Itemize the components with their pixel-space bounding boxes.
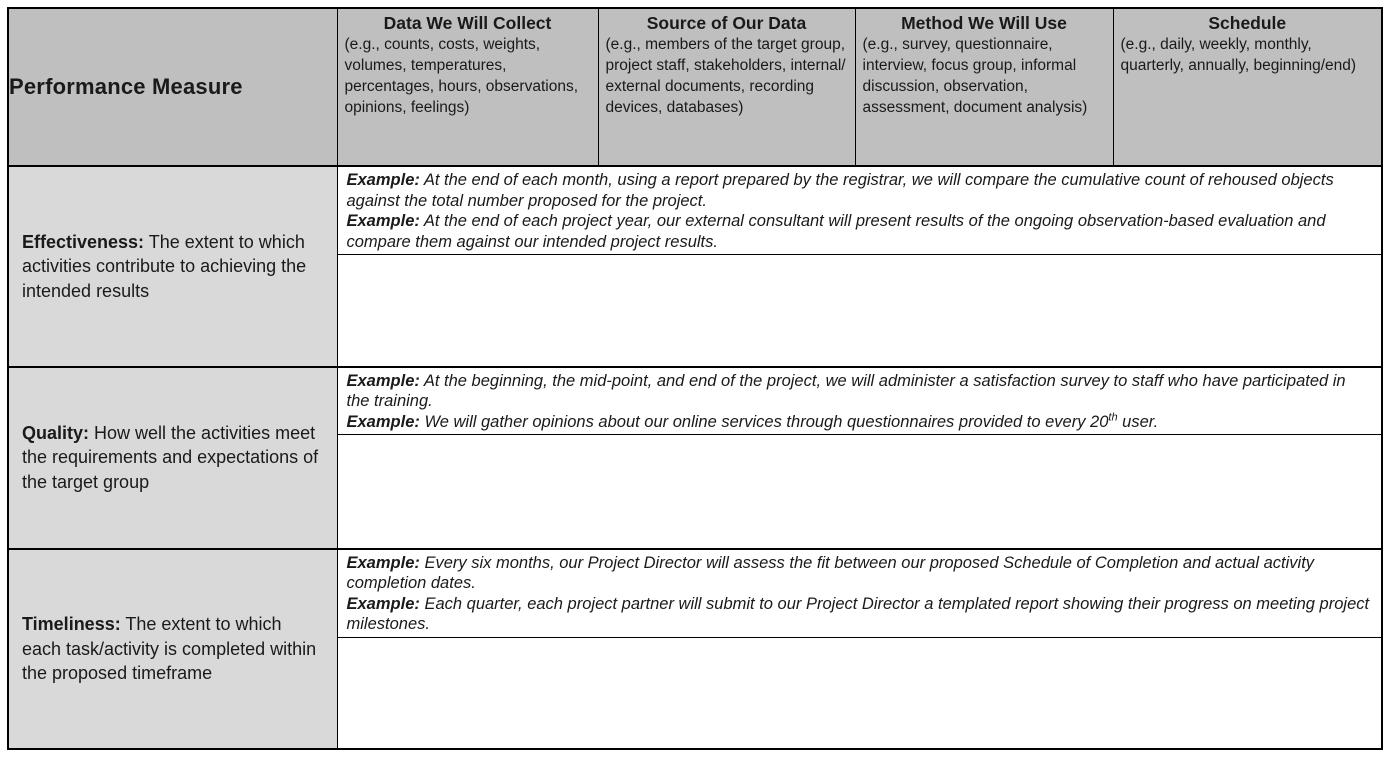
example-text: Each quarter, each project partner will submit to our Project Director a templated report showing their progress on meeting project milestones. <box>346 594 1370 633</box>
performance-measure-title: Performance Measure <box>9 74 243 99</box>
example-label: Example: <box>346 594 420 613</box>
row-desc: How well the activities meet the requirements and expectations of the target group <box>22 422 319 492</box>
example-paragraph <box>347 371 1372 412</box>
column-hint: (e.g., survey, questionnaire, interview, focus group, informal discussion, observation, assessment, document analysis) <box>862 36 1088 116</box>
column-title: Schedule <box>1208 13 1287 33</box>
quality-entry-cell <box>337 435 1382 549</box>
column-title: Data We Will Collect <box>383 13 552 33</box>
column-hint: (e.g., counts, costs, weights, volumes, temperatures, percentages, hours, observations, opinions, feelings) <box>344 36 578 116</box>
col-header-schedule <box>1113 8 1382 166</box>
header-row <box>8 8 1382 166</box>
example-text: At the end of each month, using a report prepared by the registrar, we will compare the cumulative count of rehoused objects against the total number proposed for the project. <box>346 171 1334 210</box>
column-title: Source of Our Data <box>646 13 807 33</box>
example-label: Example: <box>346 171 420 189</box>
table-row <box>8 367 1382 435</box>
table-row <box>8 166 1382 255</box>
example-paragraph <box>347 211 1372 252</box>
col-header-data-we-will-collect <box>337 8 598 166</box>
row-desc: The extent to which activities contribute to achieving the intended results <box>22 231 307 301</box>
effectiveness-examples-cell <box>337 166 1382 255</box>
performance-measure-table <box>7 7 1383 750</box>
example-text: user. <box>1117 412 1159 431</box>
ordinal-superscript: th <box>1108 411 1118 423</box>
effectiveness-entry-cell <box>337 255 1382 367</box>
column-hint: (e.g., daily, weekly, monthly, quarterly, annually, beginning/end) <box>1120 36 1357 74</box>
col-header-source-of-our-data <box>598 8 855 166</box>
example-paragraph <box>347 553 1372 594</box>
example-paragraph <box>347 170 1372 211</box>
example-label: Example: <box>346 371 420 390</box>
row-label-timeliness <box>8 549 337 750</box>
col-header-performance-measure <box>8 8 337 166</box>
row-label-effectiveness <box>8 166 337 367</box>
row-term: Timeliness: <box>22 614 121 634</box>
row-desc: The extent to which each task/activity is completed within the proposed timeframe <box>22 614 317 683</box>
example-text: At the end of each project year, our external consultant will present results of the ongoing observation-based evaluation and compare them against our intended project results. <box>346 212 1326 251</box>
example-paragraph <box>347 412 1372 433</box>
example-label: Example: <box>346 553 420 572</box>
quality-examples-cell <box>337 367 1382 435</box>
example-label: Example: <box>346 412 420 431</box>
timeliness-entry-cell <box>337 637 1382 749</box>
example-label: Example: <box>346 212 420 230</box>
table-row <box>8 549 1382 638</box>
col-header-method-we-will-use <box>855 8 1113 166</box>
row-term: Effectiveness: <box>22 231 145 252</box>
example-text: Every six months, our Project Director will assess the fit between our proposed Schedule of Completion and actual activity completion dates. <box>346 553 1315 592</box>
row-term: Quality: <box>22 422 90 443</box>
column-title: Method We Will Use <box>901 13 1067 33</box>
example-paragraph <box>347 594 1372 635</box>
example-text: We will gather opinions about our online services through questionnaires provided to every 20 <box>419 412 1109 431</box>
row-label-quality <box>8 367 337 549</box>
example-text: At the beginning, the mid-point, and end of the project, we will administer a satisfaction survey to staff who have participated in the training. <box>346 371 1346 410</box>
timeliness-examples-cell <box>337 549 1382 638</box>
column-hint: (e.g., members of the target group, project staff, stakeholders, internal/ external documents, recording devices, databases) <box>605 36 846 116</box>
